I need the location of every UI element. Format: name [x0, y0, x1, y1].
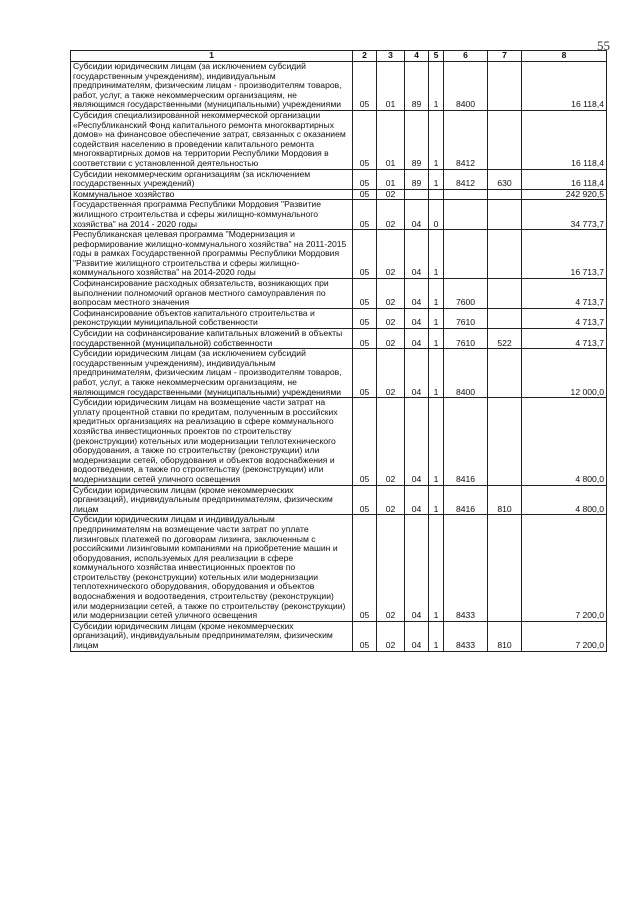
row-expense-type [488, 308, 522, 328]
row-name: Государственная программа Республики Мордовия "Развитие жилищного строительства и сферы жилищно-коммунального хозяйства" на 2014 - 2020 годы [71, 200, 353, 230]
row-target-article: 8400 [444, 62, 488, 111]
row-program: 04 [405, 329, 429, 349]
row-subprogram: 1 [429, 485, 444, 515]
row-expense-type: 630 [488, 169, 522, 189]
table-row [71, 189, 607, 200]
row-subsection: 02 [377, 515, 405, 622]
row-section: 05 [353, 279, 377, 309]
table-row [71, 110, 607, 169]
row-target-article: 8416 [444, 398, 488, 485]
column-header: 7 [488, 51, 522, 62]
row-name: Софинансирование объектов капитального строительства и реконструкции муниципальной собственности [71, 308, 353, 328]
row-subprogram: 1 [429, 169, 444, 189]
column-header: 3 [377, 51, 405, 62]
row-amount: 4 800,0 [522, 398, 607, 485]
row-section: 05 [353, 189, 377, 200]
row-program: 04 [405, 308, 429, 328]
row-target-article: 8433 [444, 621, 488, 651]
row-target-article: 7610 [444, 308, 488, 328]
table-row [71, 62, 607, 111]
row-target-article: 8416 [444, 485, 488, 515]
row-subsection: 02 [377, 329, 405, 349]
row-subprogram [429, 189, 444, 200]
row-subsection: 01 [377, 62, 405, 111]
row-program: 04 [405, 485, 429, 515]
row-program: 89 [405, 169, 429, 189]
row-subsection: 02 [377, 189, 405, 200]
row-amount: 12 000,0 [522, 349, 607, 398]
row-expense-type [488, 349, 522, 398]
row-name: Субсидии некоммерческим организациям (за исключением государственных учреждений) [71, 169, 353, 189]
row-target-article [444, 230, 488, 279]
row-subsection: 02 [377, 230, 405, 279]
row-program: 04 [405, 398, 429, 485]
row-program: 04 [405, 230, 429, 279]
row-amount: 7 200,0 [522, 621, 607, 651]
row-amount: 7 200,0 [522, 515, 607, 622]
row-amount: 242 920,5 [522, 189, 607, 200]
row-program: 04 [405, 279, 429, 309]
table-row [71, 169, 607, 189]
table-row [71, 329, 607, 349]
row-subprogram: 1 [429, 329, 444, 349]
row-name: Субсидии юридическим лицам (кроме некоммерческих организаций), индивидуальным предпринимателям, физическим лицам [71, 621, 353, 651]
column-header: 6 [444, 51, 488, 62]
row-amount: 4 713,7 [522, 308, 607, 328]
row-program: 04 [405, 515, 429, 622]
budget-table [70, 50, 607, 652]
row-target-article: 8433 [444, 515, 488, 622]
row-target-article [444, 189, 488, 200]
table-row [71, 349, 607, 398]
row-name: Софинансирование расходных обязательств, возникающих при выполнении полномочий органов местного самоуправления по вопросам местного значения [71, 279, 353, 309]
column-header: 4 [405, 51, 429, 62]
row-name: Субсидия специализированной некоммерческой организации «Республиканский Фонд капитального ремонта многоквартирных домов» на финансовое обеспечение затрат, связанных с оказанием содействия населению в проведении капитального ремонта многоквартирных домов на территории Республики Мордовия в соответствии с установленной деятельностью [71, 110, 353, 169]
row-section: 05 [353, 308, 377, 328]
row-expense-type [488, 279, 522, 309]
table-row [71, 308, 607, 328]
row-subprogram: 1 [429, 279, 444, 309]
row-section: 05 [353, 329, 377, 349]
row-subsection: 01 [377, 110, 405, 169]
row-expense-type [488, 110, 522, 169]
row-program: 89 [405, 62, 429, 111]
row-name: Субсидии юридическим лицам (кроме некоммерческих организаций), индивидуальным предпринимателям, физическим лицам [71, 485, 353, 515]
column-header: 2 [353, 51, 377, 62]
row-amount: 4 800,0 [522, 485, 607, 515]
row-name: Субсидии юридическим лицам и индивидуальным предпринимателям на возмещение части затрат по уплате лизинговых платежей по договорам лизинга, заключенным с российскими лизинговыми компаниями на приобретение машин и оборудования, используемых для реализации в сфере коммунального хозяйства инвестиционных проектов по строительству (реконструкции) котельных или модернизации теплотехнического оборудования, оборудования и объектов водоснабжения и водоотведения, строительству (реконструкции) или модернизации сетей, а также по строительству (реконструкции) или модернизации сетей уличного освещения [71, 515, 353, 622]
row-name: Коммунальное хозяйство [71, 189, 353, 200]
row-name: Республиканская целевая программа "Модернизация и реформирование жилищно-коммунального хозяйства" на 2011-2015 годы в рамках Государственной программы Республики Мордовия "Развитие жилищного строительства и сферы жилищно-коммунального хозяйства" на 2014-2020 годы [71, 230, 353, 279]
row-subprogram: 0 [429, 200, 444, 230]
table-row [71, 279, 607, 309]
row-section: 05 [353, 398, 377, 485]
row-program: 04 [405, 621, 429, 651]
row-name: Субсидии юридическим лицам (за исключением субсидий государственным учреждениям), индивидуальным предпринимателям, физическим лицам - производителям товаров, работ, услуг, а также некоммерческим организациям, не являющимся государственными (муниципальными) учреждениями [71, 349, 353, 398]
row-subsection: 02 [377, 349, 405, 398]
row-expense-type: 810 [488, 485, 522, 515]
row-amount: 34 773,7 [522, 200, 607, 230]
row-name: Субсидии юридическим лицам на возмещение части затрат на уплату процентной ставки по кредитам, полученным в российских кредитных организациях на реализацию в сфере коммунального хозяйства инвестиционных проектов по строительству (реконструкции) котельных или модернизации теплотехнического оборудования, а также по строительству (реконструкции) или модернизации сетей, оборудования и объектов водоснабжения и водоотведения, а также по строительству (реконструкции) или модернизации сетей уличного освещения [71, 398, 353, 485]
row-subsection: 01 [377, 169, 405, 189]
row-amount: 16 118,4 [522, 62, 607, 111]
row-expense-type [488, 62, 522, 111]
row-section: 05 [353, 621, 377, 651]
column-header: 5 [429, 51, 444, 62]
table-row [71, 200, 607, 230]
row-target-article: 7600 [444, 279, 488, 309]
row-subprogram: 1 [429, 230, 444, 279]
row-subsection: 02 [377, 485, 405, 515]
row-section: 05 [353, 110, 377, 169]
row-subsection: 02 [377, 200, 405, 230]
row-subsection: 02 [377, 398, 405, 485]
row-subprogram: 1 [429, 62, 444, 111]
row-section: 05 [353, 62, 377, 111]
table-row [71, 515, 607, 622]
row-subprogram: 1 [429, 515, 444, 622]
row-program [405, 189, 429, 200]
row-subsection: 02 [377, 308, 405, 328]
row-program: 04 [405, 200, 429, 230]
row-expense-type [488, 200, 522, 230]
row-amount: 4 713,7 [522, 329, 607, 349]
row-subprogram: 1 [429, 349, 444, 398]
row-expense-type: 522 [488, 329, 522, 349]
table-row [71, 485, 607, 515]
row-subprogram: 1 [429, 110, 444, 169]
row-target-article: 8400 [444, 349, 488, 398]
row-subsection: 02 [377, 621, 405, 651]
page-number: 55 [597, 38, 610, 53]
row-expense-type [488, 398, 522, 485]
row-subprogram: 1 [429, 398, 444, 485]
row-section: 05 [353, 485, 377, 515]
row-target-article: 8412 [444, 169, 488, 189]
row-amount: 4 713,7 [522, 279, 607, 309]
row-amount: 16 118,4 [522, 169, 607, 189]
row-program: 89 [405, 110, 429, 169]
row-subprogram: 1 [429, 308, 444, 328]
row-amount: 16 118,4 [522, 110, 607, 169]
row-target-article: 8412 [444, 110, 488, 169]
table-header-row [71, 51, 607, 62]
row-program: 04 [405, 349, 429, 398]
row-target-article [444, 200, 488, 230]
row-amount: 16 713,7 [522, 230, 607, 279]
row-target-article: 7610 [444, 329, 488, 349]
row-expense-type: 810 [488, 621, 522, 651]
row-section: 05 [353, 515, 377, 622]
column-header: 1 [71, 51, 353, 62]
row-expense-type [488, 230, 522, 279]
row-name: Субсидии юридическим лицам (за исключением субсидий государственным учреждениям), индивидуальным предпринимателям, физическим лицам - производителям товаров, работ, услуг, а также некоммерческим организациям, не являющимся государственными (муниципальными) учреждениями [71, 62, 353, 111]
table-row [71, 230, 607, 279]
row-expense-type [488, 515, 522, 622]
table-row [71, 621, 607, 651]
row-name: Субсидии на софинансирование капитальных вложений в объекты государственной (муниципальной) собственности [71, 329, 353, 349]
row-expense-type [488, 189, 522, 200]
row-subsection: 02 [377, 279, 405, 309]
row-section: 05 [353, 169, 377, 189]
row-subprogram: 1 [429, 621, 444, 651]
row-section: 05 [353, 349, 377, 398]
row-section: 05 [353, 230, 377, 279]
row-section: 05 [353, 200, 377, 230]
column-header: 8 [522, 51, 607, 62]
table-row [71, 398, 607, 485]
